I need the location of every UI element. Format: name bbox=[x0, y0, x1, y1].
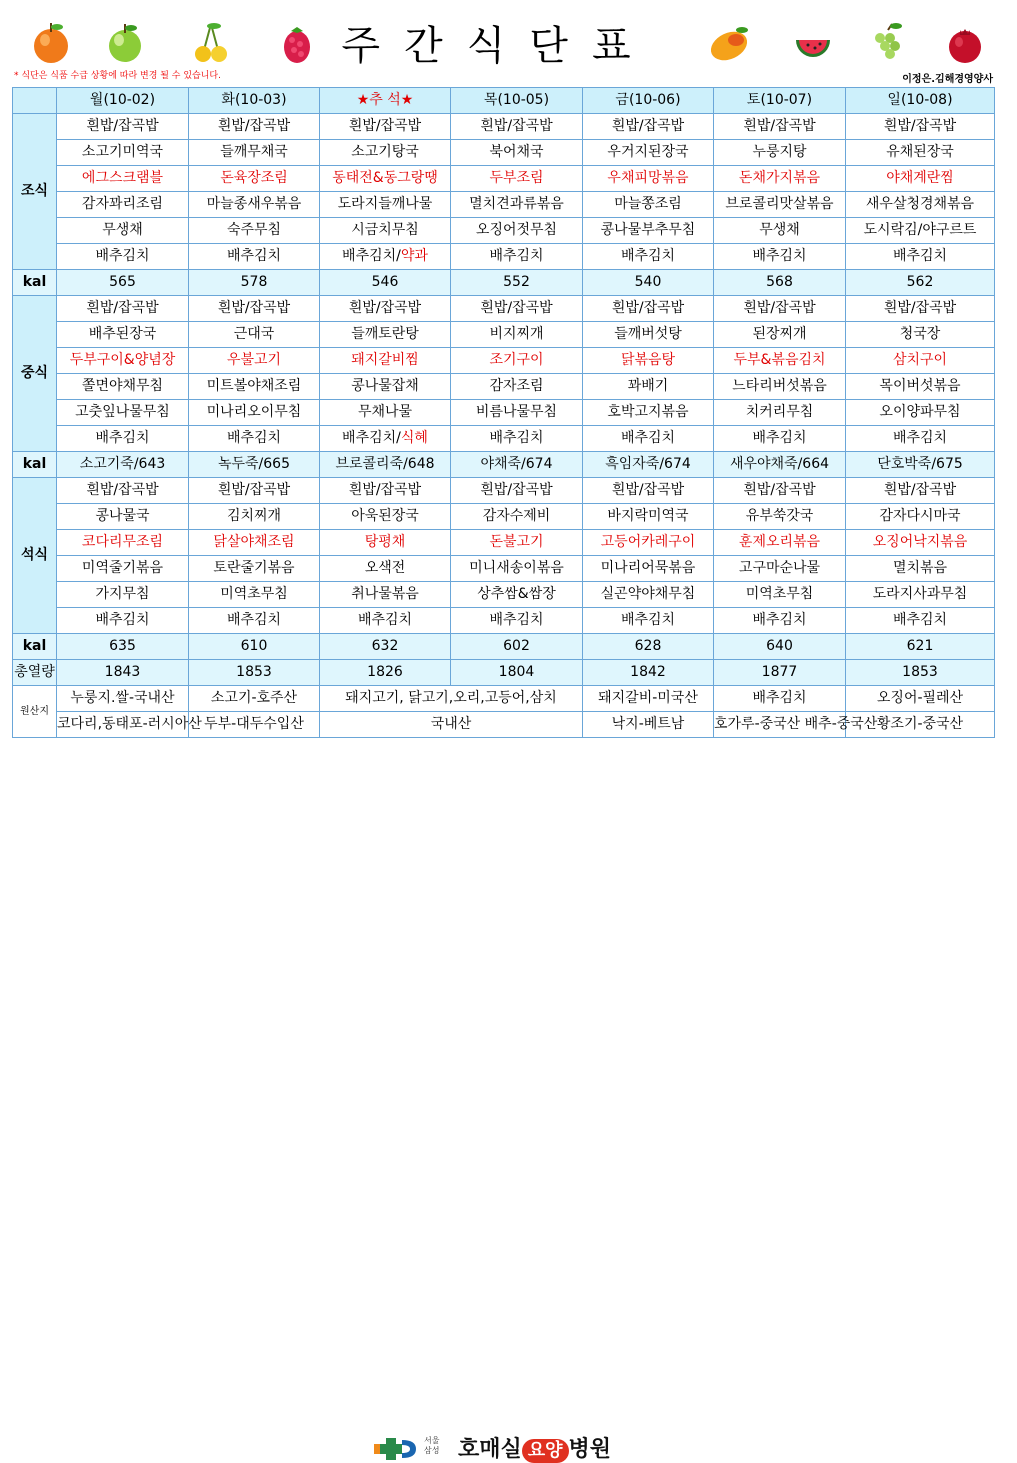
kal-cell: 610 bbox=[189, 634, 320, 660]
menu-cell: 도시락김/야구르트 bbox=[846, 218, 995, 244]
day-header: 일(10-08) bbox=[846, 88, 995, 114]
menu-cell: 미트볼야채조림 bbox=[189, 374, 320, 400]
menu-cell: 배추김치 bbox=[714, 426, 846, 452]
menu-cell: 유채된장국 bbox=[846, 140, 995, 166]
origin-cell: 소고기-호주산 bbox=[189, 686, 320, 712]
menu-cell: 토란줄기볶음 bbox=[189, 556, 320, 582]
menu-cell: 소고기탕국 bbox=[320, 140, 451, 166]
hospital-name-a: 호매실 bbox=[458, 1437, 522, 1462]
total-cell: 1853 bbox=[846, 660, 995, 686]
total-cell: 1843 bbox=[57, 660, 189, 686]
kal-cell: 546 bbox=[320, 270, 451, 296]
menu-cell: 들깨버섯탕 bbox=[583, 322, 714, 348]
menu-cell: 감자조림 bbox=[451, 374, 583, 400]
menu-cell-main: 두부구이&양념장 bbox=[57, 348, 189, 374]
menu-cell: 흰밥/잡곡밥 bbox=[57, 478, 189, 504]
menu-cell: 도라지들깨나물 bbox=[320, 192, 451, 218]
table-row bbox=[13, 244, 995, 270]
origin-cell: 오징어-필레산 bbox=[846, 686, 995, 712]
kal-cell: 야채죽/674 bbox=[451, 452, 583, 478]
menu-cell: 배추김치 bbox=[189, 608, 320, 634]
menu-cell: 누룽지탕 bbox=[714, 140, 846, 166]
table-row bbox=[13, 608, 995, 634]
menu-cell: 미나리오이무침 bbox=[189, 400, 320, 426]
table-row bbox=[13, 296, 995, 322]
menu-cell: 흰밥/잡곡밥 bbox=[714, 114, 846, 140]
menu-cell: 고춧잎나물무침 bbox=[57, 400, 189, 426]
header bbox=[0, 0, 1017, 90]
menu-cell: 흰밥/잡곡밥 bbox=[451, 114, 583, 140]
menu-cell: 흰밥/잡곡밥 bbox=[320, 296, 451, 322]
origin-cell: 국내산 bbox=[320, 712, 583, 738]
menu-cell: 배추김치 bbox=[57, 608, 189, 634]
kal-cell: 흑임자죽/674 bbox=[583, 452, 714, 478]
menu-cell: 흰밥/잡곡밥 bbox=[714, 478, 846, 504]
green-apple-icon bbox=[104, 18, 146, 66]
menu-cell-main: 두부조림 bbox=[451, 166, 583, 192]
menu-cell: 콩나물부추무침 bbox=[583, 218, 714, 244]
kal-row-dinner bbox=[13, 634, 995, 660]
menu-cell: 바지락미역국 bbox=[583, 504, 714, 530]
menu-cell: 비름나물무침 bbox=[451, 400, 583, 426]
menu-cell: 북어채국 bbox=[451, 140, 583, 166]
menu-cell: 흰밥/잡곡밥 bbox=[189, 114, 320, 140]
menu-cell: 감자다시마국 bbox=[846, 504, 995, 530]
meal-label-lunch: 중식 bbox=[13, 296, 57, 452]
menu-cell: 유부쑥갓국 bbox=[714, 504, 846, 530]
menu-cell-main: 우채피망볶음 bbox=[583, 166, 714, 192]
menu-extra: 약과 bbox=[400, 248, 428, 264]
menu-text: 배추김치/ bbox=[342, 248, 401, 264]
menu-cell-main: 오징어낙지볶음 bbox=[846, 530, 995, 556]
table-row bbox=[13, 140, 995, 166]
menu-cell: 배추김치 bbox=[846, 244, 995, 270]
menu-cell: 흰밥/잡곡밥 bbox=[189, 296, 320, 322]
menu-cell-main: 야채계란찜 bbox=[846, 166, 995, 192]
menu-cell: 취나물볶음 bbox=[320, 582, 451, 608]
logo-subtext bbox=[424, 1436, 439, 1456]
menu-cell: 배추김치 bbox=[189, 426, 320, 452]
menu-cell: 소고기미역국 bbox=[57, 140, 189, 166]
menu-cell: 미역초무침 bbox=[714, 582, 846, 608]
table-row bbox=[13, 400, 995, 426]
menu-cell: 쫄면야채무침 bbox=[57, 374, 189, 400]
menu-cell: 미역초무침 bbox=[189, 582, 320, 608]
footer bbox=[0, 714, 1017, 1462]
kal-cell: 소고기죽/643 bbox=[57, 452, 189, 478]
menu-cell: 흰밥/잡곡밥 bbox=[320, 478, 451, 504]
menu-cell-main: 우불고기 bbox=[189, 348, 320, 374]
corner-cell bbox=[13, 88, 57, 114]
day-header: 목(10-05) bbox=[451, 88, 583, 114]
menu-cell-main: 닭살야채조림 bbox=[189, 530, 320, 556]
menu-cell-main: 돈불고기 bbox=[451, 530, 583, 556]
menu-cell: 흰밥/잡곡밥 bbox=[451, 478, 583, 504]
total-cell: 1877 bbox=[714, 660, 846, 686]
table-row bbox=[13, 582, 995, 608]
menu-cell: 숙주무침 bbox=[189, 218, 320, 244]
kal-cell: 628 bbox=[583, 634, 714, 660]
origin-cell: 돼지고기, 닭고기,오리,고등어,삼치 bbox=[320, 686, 583, 712]
origin-label: 원산지 bbox=[13, 686, 57, 738]
grape-icon bbox=[866, 18, 908, 66]
table-row bbox=[13, 218, 995, 244]
menu-cell: 흰밥/잡곡밥 bbox=[583, 114, 714, 140]
kal-cell: 568 bbox=[714, 270, 846, 296]
table-row-main-dish bbox=[13, 348, 995, 374]
menu-cell: 꽈배기 bbox=[583, 374, 714, 400]
menu-cell-main: 동태전&동그랑땡 bbox=[320, 166, 451, 192]
watermelon-icon bbox=[790, 18, 836, 66]
total-label: 총열량 bbox=[13, 660, 57, 686]
menu-cell: 흰밥/잡곡밥 bbox=[846, 114, 995, 140]
menu-cell: 새우살청경채볶음 bbox=[846, 192, 995, 218]
menu-cell-main: 탕평채 bbox=[320, 530, 451, 556]
menu-cell: 가지무침 bbox=[57, 582, 189, 608]
kal-label: kal bbox=[13, 452, 57, 478]
menu-cell: 콩나물잡채 bbox=[320, 374, 451, 400]
menu-cell: 흰밥/잡곡밥 bbox=[846, 478, 995, 504]
origin-cell: 황조기-중국산 bbox=[846, 712, 995, 738]
menu-cell: 흰밥/잡곡밥 bbox=[57, 296, 189, 322]
page-title: 주간식단표 bbox=[341, 23, 655, 69]
menu-cell: 미나리어묵볶음 bbox=[583, 556, 714, 582]
kal-cell: 새우야채죽/664 bbox=[714, 452, 846, 478]
menu-cell-main: 코다리무조림 bbox=[57, 530, 189, 556]
menu-cell-main: 돈채가지볶음 bbox=[714, 166, 846, 192]
day-header: 화(10-03) bbox=[189, 88, 320, 114]
day-header: 월(10-02) bbox=[57, 88, 189, 114]
kal-cell: 635 bbox=[57, 634, 189, 660]
menu-cell: 마늘종새우볶음 bbox=[189, 192, 320, 218]
kal-cell: 552 bbox=[451, 270, 583, 296]
total-cell: 1804 bbox=[451, 660, 583, 686]
origin-cell: 두부-대두수입산 bbox=[189, 712, 320, 738]
kal-label: kal bbox=[13, 634, 57, 660]
total-cell: 1826 bbox=[320, 660, 451, 686]
menu-cell: 된장찌개 bbox=[714, 322, 846, 348]
menu-cell-main: 조기구이 bbox=[451, 348, 583, 374]
menu-cell: 무생채 bbox=[714, 218, 846, 244]
kal-cell: 640 bbox=[714, 634, 846, 660]
kal-cell: 562 bbox=[846, 270, 995, 296]
menu-cell: 아욱된장국 bbox=[320, 504, 451, 530]
apple-icon bbox=[30, 18, 72, 66]
menu-cell: 무생채 bbox=[57, 218, 189, 244]
kal-cell: 578 bbox=[189, 270, 320, 296]
menu-cell-main: 훈제오리볶음 bbox=[714, 530, 846, 556]
author-text: 이정은.김해경영양사 bbox=[902, 74, 993, 85]
menu-cell-main: 닭볶음탕 bbox=[583, 348, 714, 374]
menu-cell-with-extra bbox=[320, 426, 451, 452]
logo-subtext-2: 삼성 bbox=[424, 1446, 440, 1455]
menu-cell: 호박고지볶음 bbox=[583, 400, 714, 426]
kal-row-breakfast bbox=[13, 270, 995, 296]
origin-cell: 코다리,동태포-러시아산 bbox=[57, 712, 189, 738]
table-row bbox=[13, 192, 995, 218]
table-row bbox=[13, 374, 995, 400]
menu-cell-with-extra bbox=[320, 244, 451, 270]
day-header-row bbox=[13, 88, 995, 114]
menu-cell-main: 에그스크램블 bbox=[57, 166, 189, 192]
table-row bbox=[13, 504, 995, 530]
menu-cell: 배추김치 bbox=[583, 426, 714, 452]
menu-cell: 흰밥/잡곡밥 bbox=[57, 114, 189, 140]
meal-label-dinner: 석식 bbox=[13, 478, 57, 634]
menu-cell: 오색전 bbox=[320, 556, 451, 582]
table-row-main-dish bbox=[13, 530, 995, 556]
menu-cell: 들깨토란탕 bbox=[320, 322, 451, 348]
origin-cell: 배추김치 bbox=[714, 686, 846, 712]
menu-cell-main: 두부&볶음김치 bbox=[714, 348, 846, 374]
menu-cell: 고구마순나물 bbox=[714, 556, 846, 582]
menu-cell: 배추김치 bbox=[189, 244, 320, 270]
origin-cell: 누룽지.쌀-국내산 bbox=[57, 686, 189, 712]
table-row bbox=[13, 556, 995, 582]
hospital-name bbox=[458, 1432, 611, 1463]
menu-cell: 배추김치 bbox=[846, 608, 995, 634]
menu-cell: 근대국 bbox=[189, 322, 320, 348]
menu-cell: 배추김치 bbox=[451, 608, 583, 634]
menu-cell: 흰밥/잡곡밥 bbox=[583, 478, 714, 504]
raspberry-icon bbox=[276, 18, 318, 66]
menu-cell: 시금치무침 bbox=[320, 218, 451, 244]
hospital-badge: 요양 bbox=[522, 1439, 569, 1463]
menu-cell: 배추김치 bbox=[714, 608, 846, 634]
hospital-name-b: 병원 bbox=[568, 1437, 612, 1462]
menu-cell-main: 돈육장조림 bbox=[189, 166, 320, 192]
origin-cell: 낙지-베트남 bbox=[583, 712, 714, 738]
hospital-logo-icon bbox=[372, 1436, 418, 1462]
table-row bbox=[13, 426, 995, 452]
menu-cell: 브로콜리맛살볶음 bbox=[714, 192, 846, 218]
menu-cell: 배추김치 bbox=[57, 244, 189, 270]
menu-cell-main: 돼지갈비찜 bbox=[320, 348, 451, 374]
menu-cell: 흰밥/잡곡밥 bbox=[714, 296, 846, 322]
kal-cell: 632 bbox=[320, 634, 451, 660]
logo-subtext-1: 서울 bbox=[424, 1436, 440, 1445]
day-header: 금(10-06) bbox=[583, 88, 714, 114]
menu-cell: 미역줄기볶음 bbox=[57, 556, 189, 582]
menu-cell: 오징어젓무침 bbox=[451, 218, 583, 244]
origin-cell: 호가루-중국산 배추-중국산 bbox=[714, 712, 846, 738]
menu-cell: 도라지사과무침 bbox=[846, 582, 995, 608]
menu-cell: 멸치볶음 bbox=[846, 556, 995, 582]
menu-cell: 배추김치 bbox=[846, 426, 995, 452]
menu-cell: 콩나물국 bbox=[57, 504, 189, 530]
menu-cell: 배추김치 bbox=[583, 608, 714, 634]
menu-cell: 비지찌개 bbox=[451, 322, 583, 348]
menu-cell: 치커리무침 bbox=[714, 400, 846, 426]
menu-cell: 느타리버섯볶음 bbox=[714, 374, 846, 400]
menu-cell: 흰밥/잡곡밥 bbox=[583, 296, 714, 322]
kal-cell: 540 bbox=[583, 270, 714, 296]
menu-cell: 배추김치 bbox=[320, 608, 451, 634]
menu-cell-main: 고등어카레구이 bbox=[583, 530, 714, 556]
meal-label-breakfast: 조식 bbox=[13, 114, 57, 270]
kal-cell: 565 bbox=[57, 270, 189, 296]
table-row bbox=[13, 322, 995, 348]
kal-cell: 단호박죽/675 bbox=[846, 452, 995, 478]
menu-cell: 미니새송이볶음 bbox=[451, 556, 583, 582]
menu-cell: 상추쌈&쌈장 bbox=[451, 582, 583, 608]
menu-cell: 우거지된장국 bbox=[583, 140, 714, 166]
menu-cell: 배추김치 bbox=[57, 426, 189, 452]
menu-cell: 김치찌개 bbox=[189, 504, 320, 530]
menu-cell: 배추김치 bbox=[583, 244, 714, 270]
menu-cell: 무채나물 bbox=[320, 400, 451, 426]
total-cell: 1842 bbox=[583, 660, 714, 686]
table-row bbox=[13, 478, 995, 504]
menu-cell-main: 삼치구이 bbox=[846, 348, 995, 374]
table-row-main-dish bbox=[13, 166, 995, 192]
menu-table bbox=[12, 87, 995, 738]
menu-cell: 흰밥/잡곡밥 bbox=[189, 478, 320, 504]
table-row bbox=[13, 114, 995, 140]
menu-cell: 흰밥/잡곡밥 bbox=[846, 296, 995, 322]
kal-cell: 브로콜리죽/648 bbox=[320, 452, 451, 478]
menu-cell: 흰밥/잡곡밥 bbox=[451, 296, 583, 322]
total-cell: 1853 bbox=[189, 660, 320, 686]
kal-cell: 녹두죽/665 bbox=[189, 452, 320, 478]
kal-label: kal bbox=[13, 270, 57, 296]
menu-cell: 마늘쫑조림 bbox=[583, 192, 714, 218]
menu-cell: 목이버섯볶음 bbox=[846, 374, 995, 400]
menu-cell: 흰밥/잡곡밥 bbox=[320, 114, 451, 140]
menu-cell: 감자수제비 bbox=[451, 504, 583, 530]
notice-text: * 식단은 식품 수급 상황에 따라 변경 될 수 있습니다. bbox=[14, 71, 221, 81]
day-header-holiday: ★추 석★ bbox=[320, 88, 451, 114]
menu-cell: 배추김치 bbox=[714, 244, 846, 270]
origin-cell: 돼지갈비-미국산 bbox=[583, 686, 714, 712]
menu-cell: 들깨무채국 bbox=[189, 140, 320, 166]
pomegranate-icon bbox=[944, 18, 986, 66]
mango-icon bbox=[706, 18, 752, 66]
origin-row bbox=[13, 686, 995, 712]
kal-row-lunch bbox=[13, 452, 995, 478]
menu-cell: 오이양파무침 bbox=[846, 400, 995, 426]
menu-extra: 식혜 bbox=[400, 430, 428, 446]
menu-cell: 배추김치 bbox=[451, 244, 583, 270]
day-header: 토(10-07) bbox=[714, 88, 846, 114]
cherry-icon bbox=[190, 18, 232, 66]
menu-cell: 청국장 bbox=[846, 322, 995, 348]
menu-cell: 배추김치 bbox=[451, 426, 583, 452]
menu-cell: 실곤약야채무침 bbox=[583, 582, 714, 608]
menu-text: 배추김치/ bbox=[342, 430, 401, 446]
total-row bbox=[13, 660, 995, 686]
menu-cell: 감자꽈리조림 bbox=[57, 192, 189, 218]
menu-cell: 배추된장국 bbox=[57, 322, 189, 348]
menu-cell: 멸치견과류볶음 bbox=[451, 192, 583, 218]
kal-cell: 602 bbox=[451, 634, 583, 660]
kal-cell: 621 bbox=[846, 634, 995, 660]
